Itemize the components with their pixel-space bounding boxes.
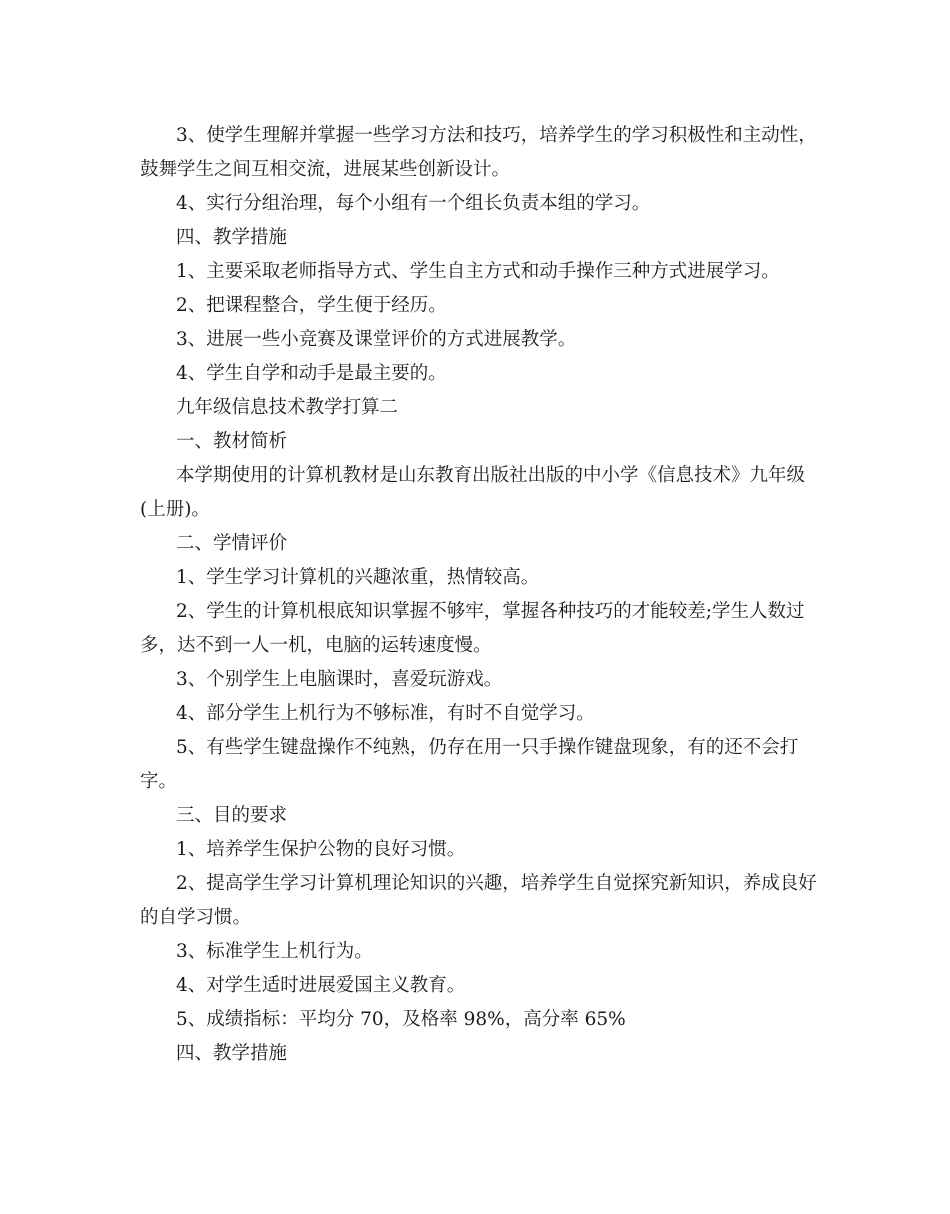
paragraph: 5、成绩指标：平均分 70，及格率 98%，高分率 65% (176, 1009, 626, 1030)
paragraph: 2、把课程整合，学生便于经历。 (176, 295, 447, 316)
section-heading: 四、教学措施 (176, 1043, 288, 1064)
section-heading: 一、教材简析 (176, 431, 288, 452)
paragraph: 4、实行分组治理，每个小组有一个组长负责本组的学习。 (176, 193, 651, 214)
paragraph: 3、标准学生上机行为。 (176, 941, 373, 962)
paragraph: 3、进展一些小竞赛及课堂评价的方式进展教学。 (176, 329, 577, 350)
paragraph: 2、提高学生学习计算机理论知识的兴趣，培养学生自觉探究新知识，养成良好的自学习惯。 (140, 873, 817, 928)
paragraph: 2、学生的计算机根底知识掌握不够牢，掌握各种技巧的才能较差;学生人数过多，达不到一人一机，电脑的运转速度慢。 (140, 601, 805, 656)
paragraph: 1、主要采取老师指导方式、学生自主方式和动手操作三种方式进展学习。 (176, 261, 780, 282)
section-heading: 二、学情评价 (176, 533, 288, 554)
paragraph: 4、学生自学和动手是最主要的。 (176, 363, 447, 384)
paragraph: 4、部分学生上机行为不够标准，有时不自觉学习。 (176, 703, 595, 724)
section-heading: 三、目的要求 (176, 805, 288, 826)
paragraph: 3、使学生理解并掌握一些学习方法和技巧，培养学生的学习积极性和主动性，鼓舞学生之间互相交流，进展某些创新设计。 (140, 125, 817, 180)
paragraph: 3、个别学生上电脑课时，喜爱玩游戏。 (176, 669, 503, 690)
document-body (140, 119, 830, 1071)
section-heading: 四、教学措施 (176, 227, 288, 248)
paragraph: 1、培养学生保护公物的良好习惯。 (176, 839, 466, 860)
paragraph: 本学期使用的计算机教材是山东教育出版社出版的中小学《信息技术》九年级(上册)。 (140, 465, 806, 520)
document-subtitle: 九年级信息技术教学打算二 (176, 397, 399, 418)
paragraph: 5、有些学生键盘操作不纯熟，仍存在用一只手操作键盘现象，有的还不会打字。 (140, 737, 799, 792)
paragraph: 4、对学生适时进展爱国主义教育。 (176, 975, 466, 996)
paragraph: 1、学生学习计算机的兴趣浓重，热情较高。 (176, 567, 540, 588)
